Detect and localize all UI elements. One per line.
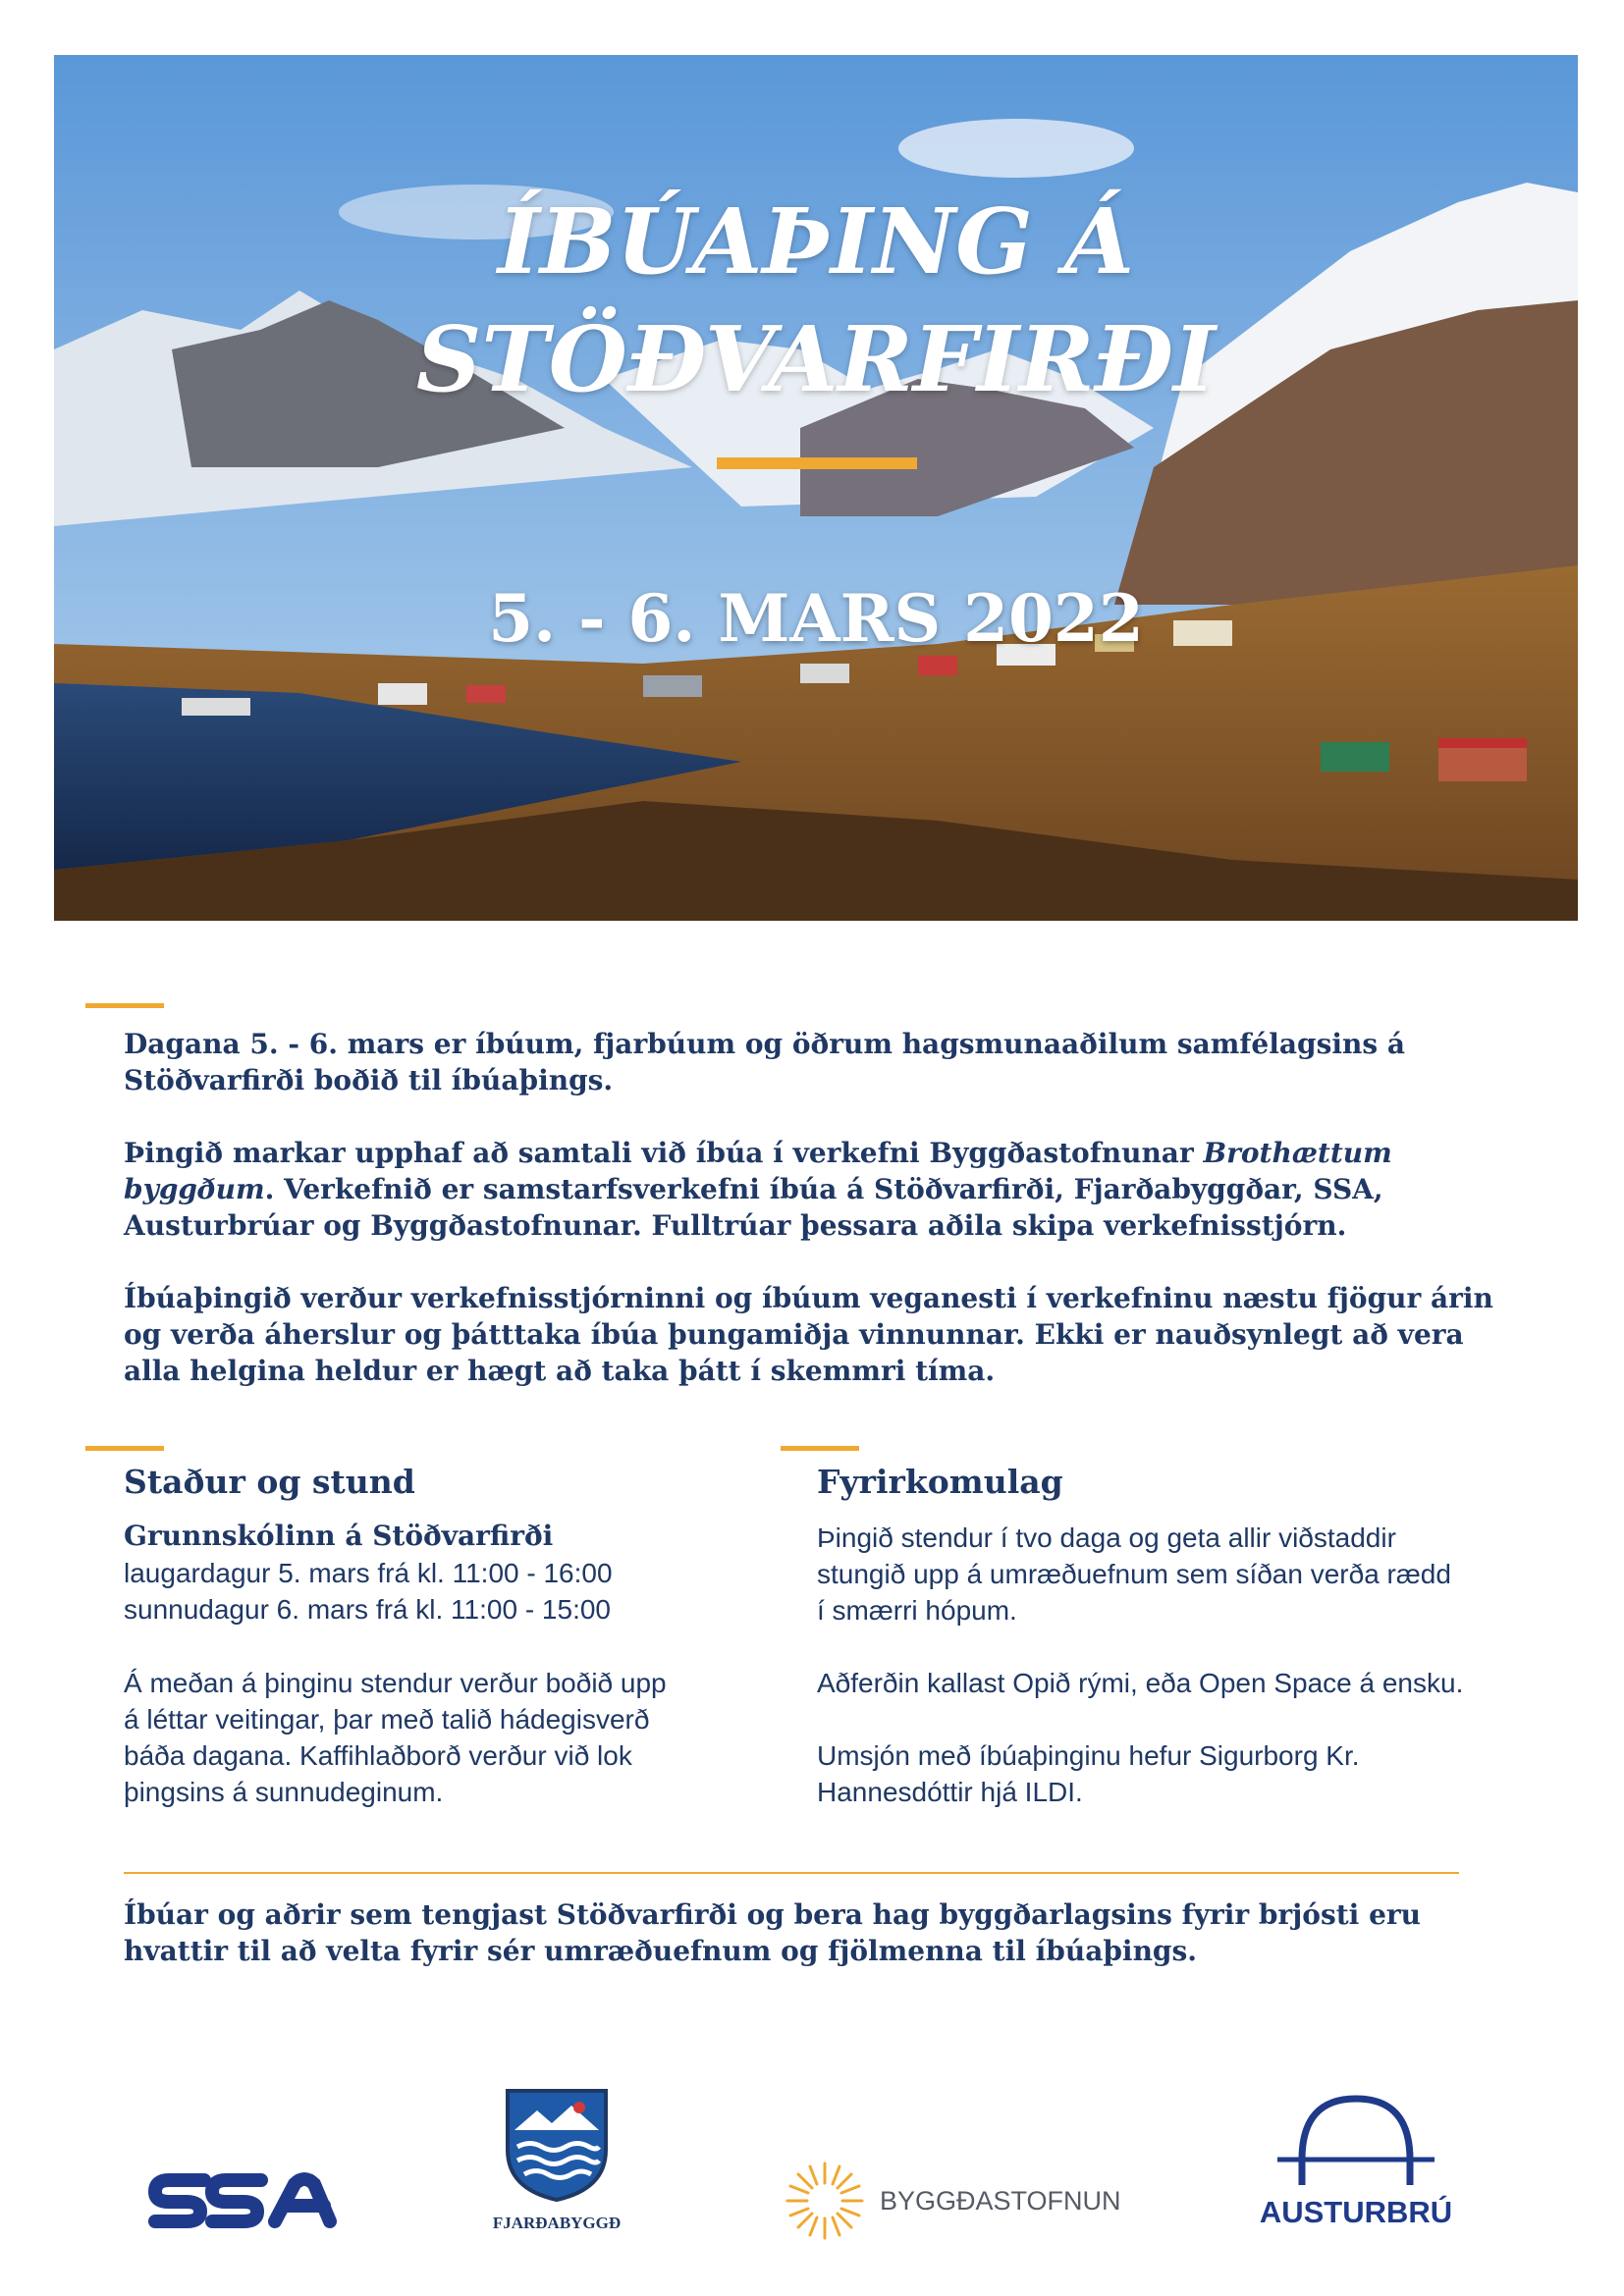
- austurbru-wordmark: AUSTURBRÚ: [1259, 2195, 1453, 2229]
- closing-paragraph: Íbúar og aðrir sem tengjast Stöðvarfirði og bera hag byggðarlagsins fyrir brjósti eru hvattir til að velta fyrir sér umræðuefnum og fjölmenna til íbúaþings.: [124, 1898, 1421, 1967]
- intro-paragraph-2: [124, 1135, 1498, 1244]
- ssa-logo-mark: [147, 2164, 339, 2235]
- location-heading: Staður og stund: [124, 1463, 415, 1501]
- event-times: laugardagur 5. mars frá kl. 11:00 - 16:00 sunnudagur 6. mars frá kl. 11:00 - 15:00: [124, 1558, 613, 1625]
- title-line-2: STÖÐVARFIRÐI: [415, 306, 1217, 412]
- fjardabyggd-wordmark: FJARÐABYGGÐ: [492, 2214, 622, 2232]
- austurbru-logo: [1253, 2091, 1459, 2230]
- arrangement-heading: Fyrirkomulag: [817, 1463, 1063, 1501]
- arrangement-text-2: Aðferðin kallast Opið rými, eða Open Space á ensku.: [817, 1668, 1464, 1698]
- title-underline: [717, 457, 917, 469]
- venue-name: Grunnskólinn á Stöðvarfirði: [124, 1520, 554, 1552]
- catering-info: Á meðan á þinginu stendur verður boðið upp á léttar veitingar, þar með talið hádegisverð báða dagana. Kaffihlaðborð verður við lok þingsins á sunnudeginum.: [124, 1668, 667, 1807]
- byggdastofnun-sunburst-icon: [784, 2160, 866, 2242]
- fjardabyggd-logo: [483, 2086, 630, 2233]
- accent-bar-right: [781, 1446, 859, 1451]
- byggdastofnun-wordmark: BYGGÐASTOFNUN: [880, 2185, 1121, 2216]
- byggdastofnun-logo: [784, 2160, 1121, 2242]
- hero-banner: [54, 55, 1578, 921]
- event-title: [54, 183, 1578, 418]
- p2-italic-project: Brothættum byggðum: [124, 1137, 1392, 1205]
- event-date: 5. - 6. MARS 2022: [488, 580, 1144, 657]
- intro-paragraph-3: Íbúaþingið verður verkefnisstjórninni og íbúum veganesti í verkefninu næstu fjögur árin og verða áherslur og þátttaka íbúa þungamiðja vinnunnar. Ekki er nauðsynlegt að vera alla helgina heldur er hægt að taka þátt í skemmri tíma.: [124, 1282, 1493, 1387]
- accent-bar-intro: [85, 1003, 164, 1008]
- p2-text-end: . Verkefnið er samstarfsverkefni íbúa á Stöðvarfirði, Fjarðabyggðar, SSA, Austurbrúar og Byggðastofnunar. Fulltrúar þessara aðila skipa verkefnisstjórn.: [124, 1173, 1383, 1242]
- intro-paragraph-1: Dagana 5. - 6. mars er íbúum, fjarbúum og öðrum hagsmunaaðilum samfélagsins á Stöðvarfirði boðið til íbúaþings.: [124, 1028, 1406, 1096]
- p2-text-start: Þingið markar upphaf að samtali við íbúa í verkefni Byggðastofnunar: [124, 1137, 1204, 1169]
- arrangement-text-3: Umsjón með íbúaþinginu hefur Sigurborg Kr. Hannesdóttir hjá ILDI.: [817, 1740, 1360, 1807]
- section-divider: [124, 1872, 1459, 1874]
- ssa-logo: [147, 2164, 339, 2239]
- fjardabyggd-shield-icon: [503, 2086, 611, 2204]
- title-line-1: ÍBÚAÞING Á: [497, 188, 1135, 294]
- austurbru-bridge-icon: [1272, 2091, 1439, 2189]
- accent-bar-left: [85, 1446, 164, 1451]
- arrangement-text-1: Þingið stendur í tvo daga og geta allir viðstaddir stungið upp á umræðuefnum sem síðan verða rædd í smærri hópum.: [817, 1522, 1451, 1626]
